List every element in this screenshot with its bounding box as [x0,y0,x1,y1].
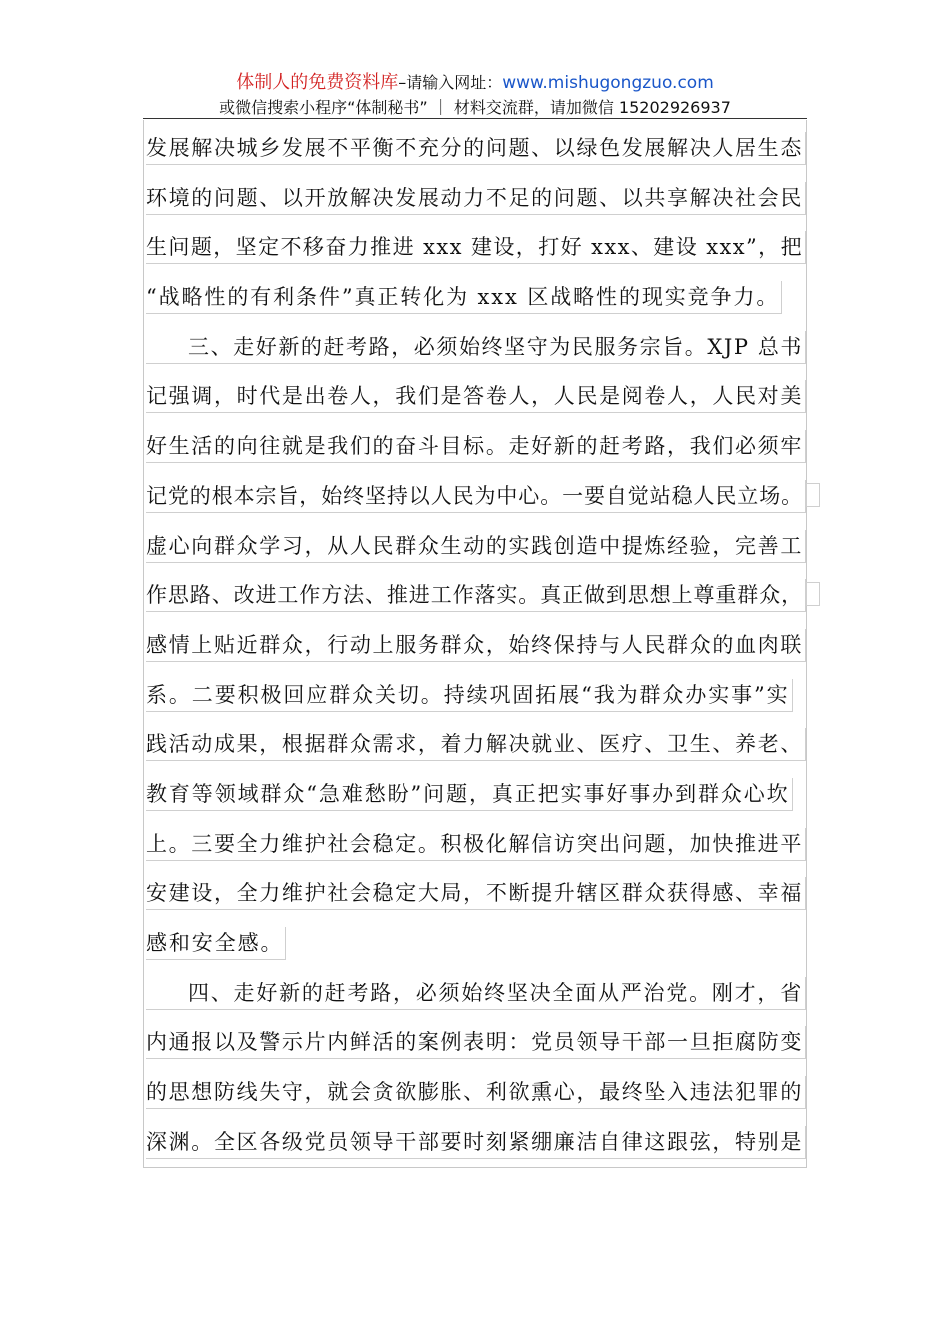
text-line: 生问题，坚定不移奋力推进 xxx 建设，打好 xxx、建设 xxx”，把 [146,225,806,275]
text-line: 好生活的向往就是我们的奋斗目标。走好新的赶考路，我们必须牢 [146,424,806,474]
text-line: “战略性的有利条件”真正转化为 xxx 区战略性的现实竞争力。 [146,275,806,325]
header-line-1 [143,70,807,96]
text-line: 系。二要积极回应群众关切。持续巩固拓展“我为群众办实事”实 [146,673,806,723]
text-line: 感和安全感。 [146,921,806,971]
text-line: 教育等领域群众“急难愁盼”问题，真正把实事好事办到群众心坎 [146,772,806,822]
text-line: 的思想防线失守，就会贪欲膨胀、利欲熏心，最终坠入违法犯罪的 [146,1070,806,1120]
header-line-2: 或微信搜索小程序“体制秘书” ｜ 材料交流群，请加微信 15202926937 [219,98,731,117]
text-line: 内通报以及警示片内鲜活的案例表明：党员领导干部一旦拒腐防变 [146,1020,806,1070]
text-line: 记强调，时代是出卷人，我们是答卷人，人民是阅卷人，人民对美 [146,374,806,424]
text-line: 践活动成果，根据群众需求，着力解决就业、医疗、卫生、养老、 [146,722,806,772]
text-line: 四、走好新的赶考路，必须始终坚决全面从严治党。刚才，省 [146,971,806,1021]
text-line: 发展解决城乡发展不平衡不充分的问题、以绿色发展解决人居生态 [146,126,806,176]
url-prompt: –请输入网址： [398,73,503,92]
brand-title: 体制人的免费资料库 [236,72,399,93]
text-line: 上。三要全力维护社会稳定。积极化解信访突出问题，加快推进平 [146,822,806,872]
text-line: 作思路、改进工作方法、推进工作落实。真正做到思想上尊重群众， [146,573,806,623]
website-link[interactable]: www.mishugongzuo.com [502,73,714,93]
text-line: 安建设，全力维护社会稳定大局，不断提升辖区群众获得感、幸福 [146,871,806,921]
header-divider [143,118,807,119]
text-line: 记党的根本宗旨，始终坚持以人民为中心。一要自觉站稳人民立场。 [146,474,806,524]
page-header [143,70,807,120]
text-line: 感情上贴近群众，行动上服务群众，始终保持与人民群众的血肉联 [146,623,806,673]
text-line: 环境的问题、以开放解决发展动力不足的问题、以共享解决社会民 [146,176,806,226]
text-line: 三、走好新的赶考路，必须始终坚守为民服务宗旨。XJP 总书 [146,325,806,375]
text-line: 深渊。全区各级党员领导干部要时刻紧绷廉洁自律这跟弦，特别是 [146,1120,806,1170]
margin-overflow-mark [806,483,820,507]
margin-overflow-mark [806,582,820,606]
document-body [146,126,806,1169]
text-line: 虚心向群众学习，从人民群众生动的实践创造中提炼经验，完善工 [146,524,806,574]
